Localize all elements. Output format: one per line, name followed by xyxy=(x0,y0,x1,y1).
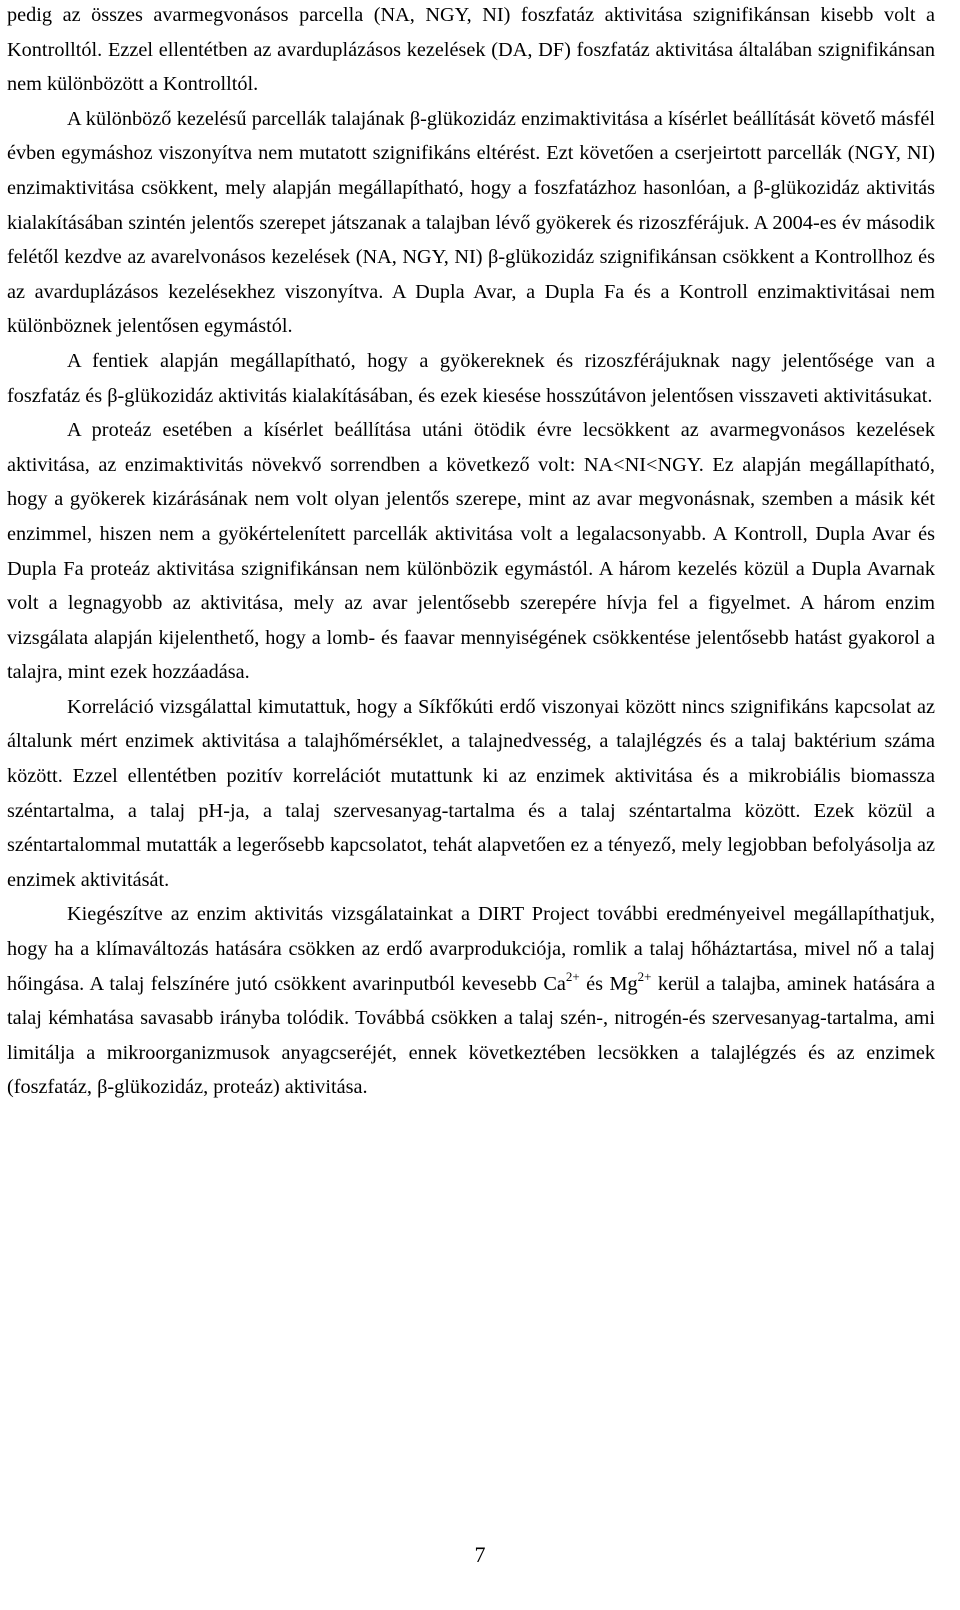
paragraph-6-part-c: kerül a talajba, aminek hatására a talaj kémhatása savasabb irányba tolódik. Továbbá csökken a talaj szén-, nitrogén-és szervesanyag-tartalma, ami limitálja a mikroorganizmusok anyagcseréjét, ennek következtében lecsökken a talajlégzés és az enzimek (foszfatáz, β-glükozidáz, proteáz) aktivitása. xyxy=(7,972,935,1099)
document-body xyxy=(7,0,935,1105)
paragraph-3: A fentiek alapján megállapítható, hogy a gyökereknek és rizoszférájuknak nagy jelentősége van a foszfatáz és β-glükozidáz aktivitás kialakításában, és ezek kiesése hosszútávon jelentősen visszaveti aktivitásukat. xyxy=(7,349,935,407)
page-number: 7 xyxy=(474,1542,486,1567)
paragraph-6-part-a: Kiegészítve az enzim aktivitás vizsgálatainkat a DIRT Project további eredményeivel megállapíthatjuk, hogy ha a klímaváltozás hatására csökken az erdő avarprodukciója, romlik a talaj hőháztartása, mivel nő a talaj hőingása. A talaj felszínére jutó csökkent avarinputból kevesebb Ca xyxy=(7,903,935,995)
paragraph-6-part-b: és Mg xyxy=(579,972,638,995)
paragraph-4: A proteáz esetében a kísérlet beállítása utáni ötödik évre lecsökkent az avarmegvonásos kezelések aktivitása, az enzimaktivitás növekvő sorrendben a következő volt: NA<NI<NGY. Ez alapján megállapítható, hogy a gyökerek kizárásának nem volt olyan jelentős szerepe, mint az avar megvonásnak, szemben a másik két enzimmel, hiszen nem a gyökértelenített parcellák aktivitása volt a legalacsonyabb. A Kontroll, Dupla Avar és Dupla Fa proteáz aktivitása szignifikánsan nem különbözik egymástól. A három kezelés közül a Dupla Avarnak volt a legnagyobb az aktivitása, mely az avar jelentősebb szerepére hívja fel a figyelmet. A három enzim vizsgálata alapján kijelenthető, hogy a lomb- és faavar mennyiségének csökkentése jelentősebb hatást gyakorol a talajra, mint ezek hozzáadása. xyxy=(7,419,935,684)
calcium-charge-superscript: 2+ xyxy=(565,968,580,984)
paragraph-1: pedig az összes avarmegvonásos parcella (NA, NGY, NI) foszfatáz aktivitása szignifikánsan kisebb volt a Kontrolltól. Ezzel ellentétben az avarduplázásos kezelések (DA, DF) foszfatáz aktivitása általában szignifikánsan nem különbözött a Kontrolltól. xyxy=(7,4,935,96)
paragraph-5: Korreláció vizsgálattal kimutattuk, hogy a Síkfőkúti erdő viszonyai között nincs szignifikáns kapcsolat az általunk mért enzimek aktivitása a talajhőmérséklet, a talajnedvesség, a talajlégzés és a talaj baktérium száma között. Ezzel ellentétben pozitív korrelációt mutattunk ki az enzimek aktivitása és a mikrobiális biomassza széntartalma, a talaj pH-ja, a talaj szervesanyag-tartalma és a talaj széntartalma között. Ezek közül a széntartalommal mutatták a legerősebb kapcsolatot, tehát alapvetően ez a tényező, mely legjobban befolyásolja az enzimek aktivitását. xyxy=(7,695,935,891)
paragraph-2: A különböző kezelésű parcellák talajának β-glükozidáz enzimaktivitása a kísérlet beállítását követő másfél évben egymáshoz viszonyítva nem mutatott szignifikáns eltérést. Ezt követően a cserjeirtott parcellák (NGY, NI) enzimaktivitása csökkent, mely alapján megállapítható, hogy a foszfatázhoz hasonlóan, a β-glükozidáz aktivitás kialakításában szintén jelentős szerepet játszanak a talajban lévő gyökerek és rizoszférájuk. A 2004-es év második felétől kezdve az avarelvonásos kezelések (NA, NGY, NI) β-glükozidáz szignifikánsan csökkent a Kontrollhoz és az avarduplázásos kezelésekhez viszonyítva. A Dupla Avar, a Dupla Fa és a Kontroll enzimaktivitásai nem különböznek jelentősen egymástól. xyxy=(7,107,935,338)
magnesium-charge-superscript: 2+ xyxy=(637,968,652,984)
paragraph-6 xyxy=(7,897,935,1105)
